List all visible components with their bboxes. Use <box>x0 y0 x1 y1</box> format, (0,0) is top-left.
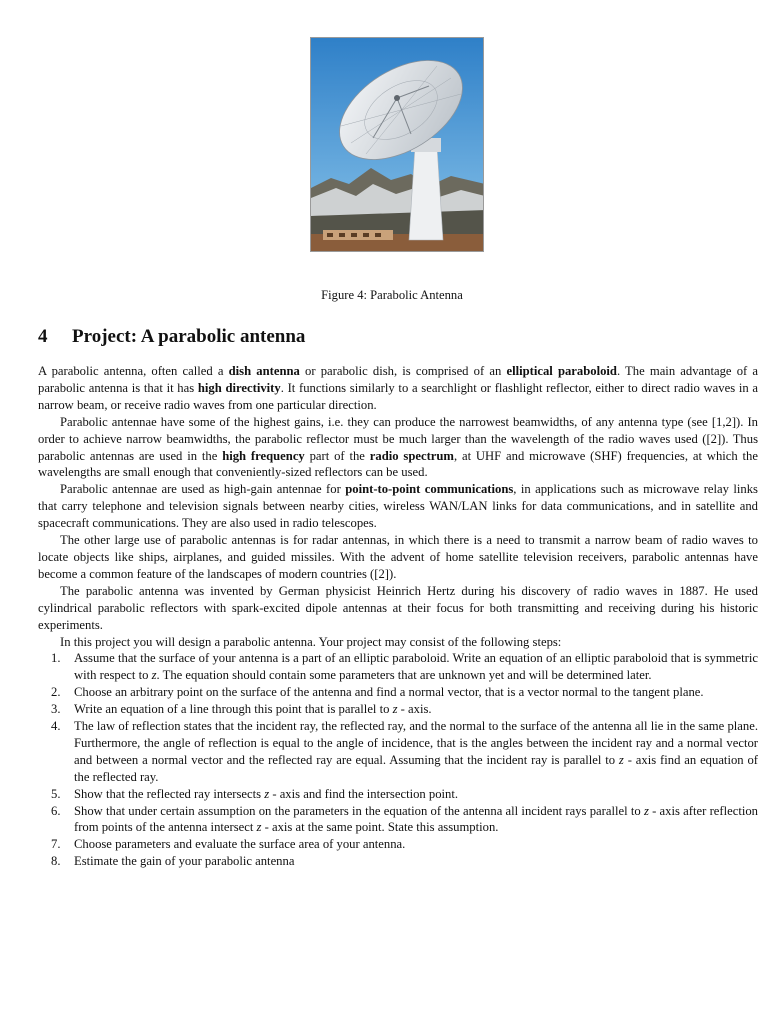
bold-term: high directivity <box>197 380 281 395</box>
text: Show that under certain assumption on the parameters in the equation of the antenna all incident rays parallel to <box>74 803 644 818</box>
text: , in applications such as microwave relay links that carry telephone and television signals between nearby cities, wireless WAN/LAN links for data communications, and in satellite and spacecraft communications. They are also used in radio telescopes. <box>38 482 758 531</box>
text: Choose an arbitrary point on the surface of the antenna and find a normal vector, that is a vector normal to the tangent plane. <box>74 685 704 700</box>
math-var: z <box>151 668 157 683</box>
item-number: 4. <box>51 719 61 734</box>
paragraph-1 <box>38 363 758 414</box>
text: - axis. <box>397 702 432 717</box>
text: - axis at the same point. State this assumption. <box>261 820 499 835</box>
list-item <box>38 718 758 786</box>
section-heading <box>38 326 305 348</box>
text: A parabolic antenna, often called a <box>38 364 229 378</box>
list-item <box>38 684 758 701</box>
bold-term: dish antenna <box>228 364 300 378</box>
figure-caption: Figure 4: Parabolic Antenna <box>321 288 463 302</box>
list-item <box>38 701 758 718</box>
text: . The equation should contain some parameters that are unknown yet and will be determined later. <box>156 668 652 683</box>
text: or parabolic dish, is comprised of an <box>299 364 507 378</box>
paragraph-2 <box>38 414 758 482</box>
text: - axis after reflection from points of the antenna intersect <box>74 803 758 835</box>
item-number: 2. <box>51 685 61 700</box>
text: , at UHF and microwave (SHF) frequencies, at which the wavelengths are small enough that conveniently-sized reflectors can be used. <box>38 448 758 480</box>
text: . The main advantage of a parabolic antenna is that it has <box>38 364 758 395</box>
bold-term: point-to-point communications <box>345 482 514 497</box>
text: Assume that the surface of your antenna is a part of an elliptic paraboloid. Write an equation of an elliptic paraboloid that is symmetric with respect to <box>74 651 758 683</box>
item-number: 1. <box>51 651 61 666</box>
section-title: Project: A parabolic antenna <box>72 326 306 347</box>
paragraph-6: In this project you will design a parabolic antenna. Your project may consist of the following steps: <box>60 634 562 649</box>
text: Parabolic antennae are used as high-gain antennae for <box>60 482 346 497</box>
text: Parabolic antennae have some of the highest gains, i.e. they can produce the narrowest beamwidths, of any antenna type (see [1,2]). In order to achieve narrow beamwidths, the parabolic reflector must be much larger than the wavelength of the radio waves used ([2]). Thus parabolic antennas are used in the <box>38 414 758 463</box>
list-item <box>38 650 758 684</box>
feed-horn <box>394 95 400 101</box>
math-var: z <box>256 820 262 835</box>
math-var: z <box>392 702 398 717</box>
text: part of the <box>304 448 370 463</box>
list-item <box>38 853 758 870</box>
text: Estimate the gain of your parabolic antenna <box>74 854 295 869</box>
text: Choose parameters and evaluate the surface area of your antenna. <box>74 837 406 852</box>
building <box>323 230 393 240</box>
tower <box>409 146 443 240</box>
text: - axis find an equation of the reflected ray. <box>74 752 758 784</box>
project-steps-list <box>38 650 758 870</box>
list-item <box>38 836 758 853</box>
item-number: 5. <box>51 786 61 801</box>
text: Write an equation of a line through this point that is parallel to <box>74 702 393 717</box>
paragraph-5: The parabolic antenna was invented by German physicist Heinrich Hertz during his discovery of radio waves in 1887. He used cylindrical parabolic reflectors with spark-excited dipole antennas at their focus for both transmitting and receiving during his historic experiments. <box>38 583 758 632</box>
text: The law of reflection states that the incident ray, the reflected ray, and the normal to the surface of the antenna all lie in the same plane. Furthermore, the angle of reflection is equal to the angle of incidence, that is the angles between the incident ray and a normal vector and between a normal vector and the reflected ray are equal. Assuming that the incident ray is parallel to <box>74 719 758 767</box>
section-number: 4 <box>38 326 48 347</box>
parabolic-antenna-image <box>311 38 484 252</box>
section-body <box>38 363 758 870</box>
item-number: 7. <box>51 837 61 852</box>
list-item <box>38 803 758 837</box>
text: - axis and find the intersection point. <box>269 786 459 801</box>
math-var: z <box>643 803 649 818</box>
text: . It functions similarly to a searchlight or flashlight reflector, either to direct radio waves in a narrow beam, or receive radio waves from one particular direction. <box>38 380 759 412</box>
paragraph-4: The other large use of parabolic antennas is for radar antennas, in which there is a need to transmit a narrow beam of radio waves to locate objects like ships, airplanes, and guided missiles. With the advent of home satellite television receivers, parabolic antennas have become a common feature of the landscapes of modern countries ([2]). <box>38 533 758 581</box>
math-var: z <box>618 752 624 767</box>
bold-term: radio spectrum <box>369 448 454 463</box>
item-number: 6. <box>51 803 61 818</box>
paragraph-3 <box>38 481 758 532</box>
bold-term: high frequency <box>222 448 305 463</box>
text: Show that the reflected ray intersects <box>74 786 265 801</box>
math-var: z <box>264 786 270 801</box>
antenna-photo <box>310 37 484 252</box>
list-item <box>38 786 758 803</box>
bold-term: elliptical paraboloid <box>506 364 617 378</box>
item-number: 8. <box>51 854 61 869</box>
item-number: 3. <box>51 702 61 717</box>
